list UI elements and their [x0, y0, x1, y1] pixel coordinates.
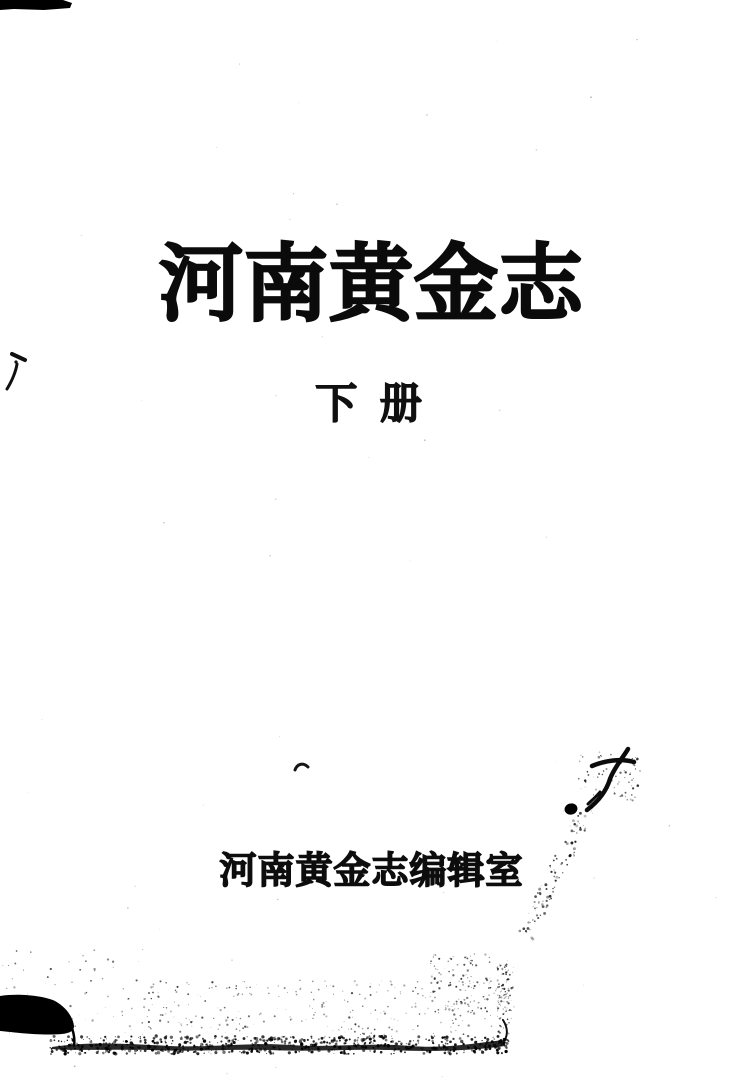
- book-volume-subtitle: 下 册: [315, 382, 428, 428]
- scan-artifact-bottom-band: [52, 1040, 505, 1051]
- scan-artifact-band-end-hook: [501, 1020, 507, 1045]
- publisher-imprint: 河南黄金志编辑室: [219, 851, 524, 892]
- scan-artifact-bottomleft-blob: [0, 995, 74, 1046]
- scan-artifact-handwritten-mark: [563, 749, 634, 816]
- book-title: 河南黄金志: [158, 239, 584, 332]
- scan-noise-speckles: [1, 39, 716, 1077]
- scan-artifact-arc-mark: [295, 764, 308, 770]
- scan-artifact-topleft-bar: [0, 0, 72, 10]
